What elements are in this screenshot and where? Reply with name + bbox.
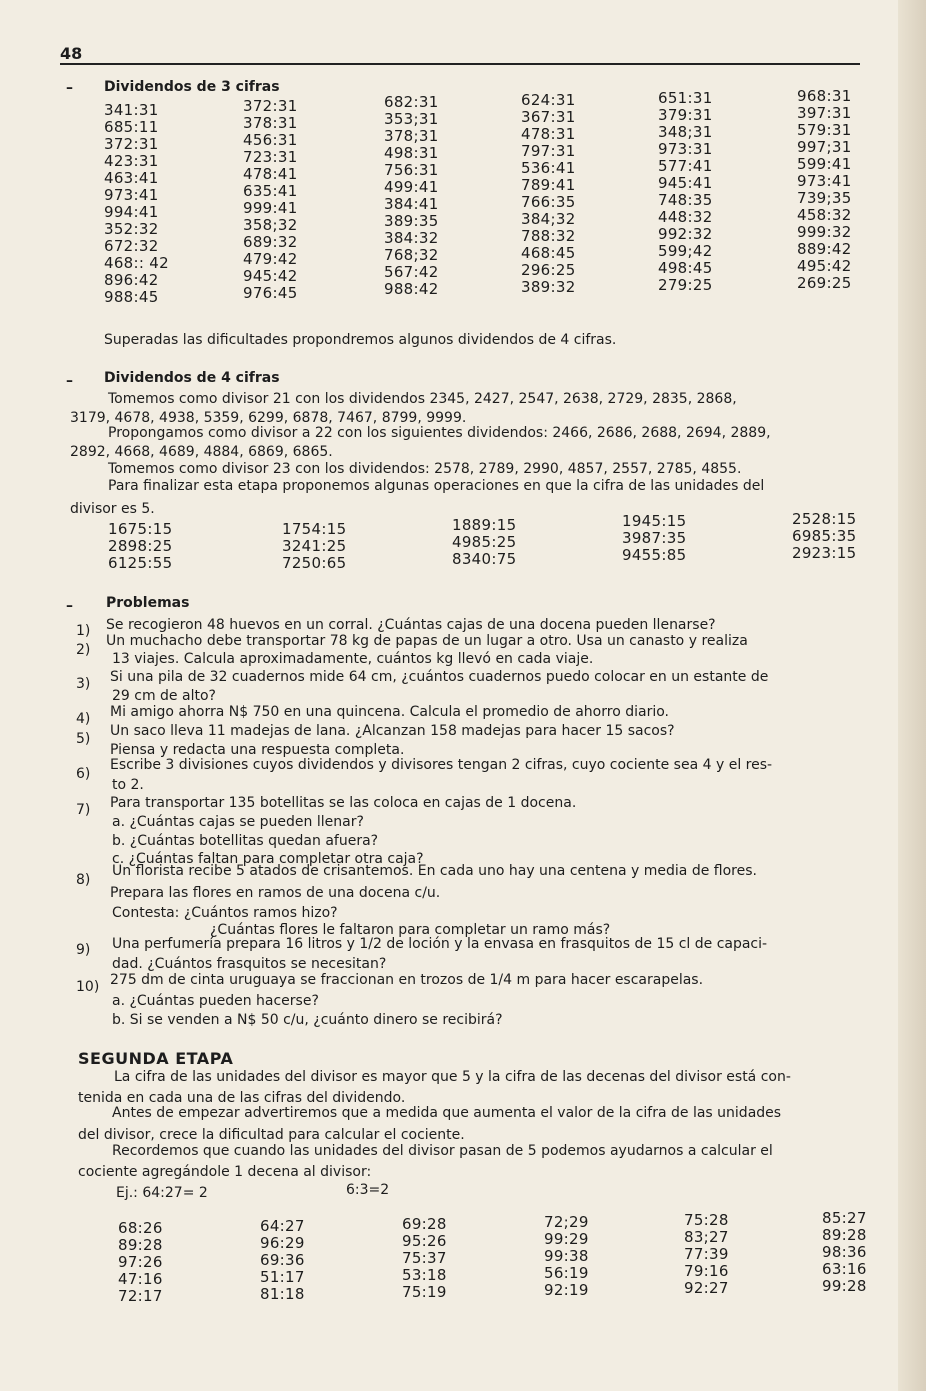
division-item: 797:31	[521, 142, 576, 160]
division-item: 992:32	[658, 225, 713, 243]
division-item: 973:41	[797, 172, 852, 190]
paragraph-line: 3179, 4678, 4938, 5359, 6299, 6878, 7467, 8799, 9999.	[70, 410, 467, 426]
division-item: 98:36	[822, 1243, 867, 1261]
division-item: 997;31	[797, 138, 852, 156]
division-item: 397:31	[797, 104, 852, 122]
paragraph-line: Tomemos como divisor 23 con los dividendos: 2578, 2789, 2990, 4857, 2557, 2785, 4855.	[108, 461, 742, 477]
paragraph-line: La cifra de las unidades del divisor es mayor que 5 y la cifra de las decenas del divisor está con-	[114, 1069, 791, 1085]
division-item: 672:32	[104, 237, 159, 255]
paragraph-line: Antes de empezar advertiremos que a medida que aumenta el valor de la cifra de las unidades	[112, 1105, 782, 1121]
problem-line: Un muchacho debe transportar 78 kg de papas de un lugar a otro. Usa un canasto y realiza	[106, 633, 748, 649]
division-item: 999:32	[797, 223, 852, 241]
division-item: 682:31	[384, 93, 439, 111]
division-item: 789:41	[521, 176, 576, 194]
division-item: 279:25	[658, 276, 713, 294]
problem-number: 10)	[76, 979, 100, 995]
division-item: 358;32	[243, 216, 298, 234]
division-item: 748:35	[658, 191, 713, 209]
problem-line: dad. ¿Cuántos frasquitos se necesitan?	[112, 956, 387, 972]
problem-line: 29 cm de alto?	[112, 688, 216, 704]
division-column	[658, 90, 713, 294]
division-item: 99:38	[544, 1247, 589, 1265]
division-column	[684, 1212, 729, 1297]
page-edge	[898, 0, 926, 1391]
division-item: 269:25	[797, 274, 852, 292]
problem-number: 8)	[76, 872, 91, 888]
division-column	[104, 102, 169, 306]
division-item: 64:27	[260, 1217, 305, 1235]
section-title-4-cifras: Dividendos de 4 cifras	[104, 370, 280, 386]
section-dash: –	[66, 598, 73, 614]
problem-line: Para transportar 135 botellitas se las coloca en cajas de 1 docena.	[110, 795, 577, 811]
division-item: 389:35	[384, 212, 439, 230]
division-item: 478:41	[243, 165, 298, 183]
division-item: 95:26	[402, 1232, 447, 1250]
division-column	[402, 1216, 447, 1301]
division-item: 495:42	[797, 257, 852, 275]
problem-line: b. Si se venden a N$ 50 c/u, ¿cuánto dinero se recibirá?	[112, 1012, 503, 1028]
division-item: 756:31	[384, 161, 439, 179]
division-item: 479:42	[243, 250, 298, 268]
division-item: 89:28	[118, 1236, 163, 1254]
problem-line: Prepara las flores en ramos de una docena c/u.	[110, 885, 441, 901]
division-item: 2528:15	[792, 510, 857, 528]
division-item: 75:19	[402, 1283, 447, 1301]
division-item: 988:45	[104, 288, 159, 306]
division-item: 635:41	[243, 182, 298, 200]
division-item: 499:41	[384, 178, 439, 196]
division-item: 685:11	[104, 118, 159, 136]
division-item: 1945:15	[622, 512, 687, 530]
division-item: 6985:35	[792, 527, 857, 545]
division-column	[108, 521, 172, 572]
division-item: 384:32	[384, 229, 439, 247]
division-item: 72;29	[544, 1213, 589, 1231]
division-column	[260, 1218, 305, 1303]
problem-line: b. ¿Cuántas botellitas quedan afuera?	[112, 833, 379, 849]
paragraph-line: Tomemos como divisor 21 con los dividendos 2345, 2427, 2547, 2638, 2729, 2835, 2868,	[108, 391, 737, 407]
division-item: 47:16	[118, 1270, 163, 1288]
division-column	[822, 1210, 867, 1295]
problem-number: 2)	[76, 642, 91, 658]
division-item: 2898:25	[108, 537, 173, 555]
division-column	[622, 513, 686, 564]
division-column	[792, 511, 856, 562]
problem-line: Mi amigo ahorra N$ 750 en una quincena. Calcula el promedio de ahorro diario.	[110, 704, 669, 720]
problem-number: 1)	[76, 623, 91, 639]
division-item: 68:26	[118, 1219, 163, 1237]
division-item: 889:42	[797, 240, 852, 258]
division-item: 389:32	[521, 278, 576, 296]
division-item: 81:18	[260, 1285, 305, 1303]
problem-number: 4)	[76, 711, 91, 727]
division-item: 367:31	[521, 108, 576, 126]
problem-line: 13 viajes. Calcula aproximadamente, cuántos kg llevó en cada viaje.	[112, 651, 594, 667]
division-column	[521, 92, 576, 296]
division-item: 378:31	[243, 114, 298, 132]
division-item: 896:42	[104, 271, 159, 289]
division-item: 372:31	[104, 135, 159, 153]
problem-line: to 2.	[112, 777, 144, 793]
division-item: 379:31	[658, 106, 713, 124]
division-item: 599;42	[658, 242, 713, 260]
division-item: 498:45	[658, 259, 713, 277]
division-column	[797, 88, 852, 292]
division-item: 498:31	[384, 144, 439, 162]
division-item: 463:41	[104, 169, 159, 187]
division-item: 448:32	[658, 208, 713, 226]
division-item: 69:28	[402, 1215, 447, 1233]
division-item: 651:31	[658, 89, 713, 107]
division-item: 348;31	[658, 123, 713, 141]
division-item: 788:32	[521, 227, 576, 245]
problem-line: Una perfumería prepara 16 litros y 1/2 de loción y la envasa en frasquitos de 15 cl de capaci-	[112, 936, 768, 952]
problem-line: ¿Cuántas flores le faltaron para completar un ramo más?	[210, 922, 611, 938]
division-item: 599:41	[797, 155, 852, 173]
section-note: Superadas las dificultades propondremos algunos dividendos de 4 cifras.	[104, 332, 617, 348]
problem-line: Escribe 3 divisiones cuyos dividendos y divisores tengan 2 cifras, cuyo cociente sea 4 y el res-	[110, 757, 773, 773]
division-item: 75:37	[402, 1249, 447, 1267]
division-item: 458:32	[797, 206, 852, 224]
division-item: 968:31	[797, 87, 852, 105]
division-item: 352:32	[104, 220, 159, 238]
division-item: 973:41	[104, 186, 159, 204]
division-item: 92:27	[684, 1279, 729, 1297]
division-column	[282, 521, 346, 572]
division-item: 3987:35	[622, 529, 687, 547]
division-item: 945:41	[658, 174, 713, 192]
division-item: 976:45	[243, 284, 298, 302]
paragraph-line: Propongamos como divisor a 22 con los siguientes dividendos: 2466, 2686, 2688, 2694, 2889,	[108, 425, 771, 441]
division-item: 99:29	[544, 1230, 589, 1248]
problem-number: 7)	[76, 802, 91, 818]
paragraph-line: del divisor, crece la dificultad para calcular el cociente.	[78, 1127, 465, 1143]
problem-line: c. ¿Cuántas faltan para completar otra caja?	[112, 851, 424, 867]
division-item: 341:31	[104, 101, 159, 119]
problem-line: a. ¿Cuántas pueden hacerse?	[112, 993, 319, 1009]
division-item: 478:31	[521, 125, 576, 143]
paragraph-line: divisor es 5.	[70, 501, 155, 517]
division-item: 577:41	[658, 157, 713, 175]
division-item: 7250:65	[282, 554, 347, 572]
paragraph-line: Para finalizar esta etapa proponemos algunas operaciones en que la cifra de las unidades del	[108, 478, 765, 494]
division-item: 468:45	[521, 244, 576, 262]
division-item: 9455:85	[622, 546, 687, 564]
division-item: 372:31	[243, 97, 298, 115]
division-item: 1675:15	[108, 520, 173, 538]
section-dash: –	[66, 80, 73, 96]
section-title-problemas: Problemas	[106, 595, 190, 611]
division-item: 973:31	[658, 140, 713, 158]
division-item: 97:26	[118, 1253, 163, 1271]
division-item: 75:28	[684, 1211, 729, 1229]
example-left: Ej.: 64:27= 2	[116, 1185, 208, 1201]
division-item: 79:16	[684, 1262, 729, 1280]
division-item: 51:17	[260, 1268, 305, 1286]
division-item: 624:31	[521, 91, 576, 109]
division-item: 384:41	[384, 195, 439, 213]
division-column	[544, 1214, 589, 1299]
division-item: 53:18	[402, 1266, 447, 1284]
problem-line: 275 dm de cinta uruguaya se fraccionan en trozos de 1/4 m para hacer escarapelas.	[110, 972, 704, 988]
division-item: 689:32	[243, 233, 298, 251]
division-item: 99:28	[822, 1277, 867, 1295]
paragraph-line: cociente agregándole 1 decena al divisor:	[78, 1164, 372, 1180]
problem-line: Se recogieron 48 huevos en un corral. ¿Cuántas cajas de una docena pueden llenarse?	[106, 617, 716, 633]
problem-number: 6)	[76, 766, 91, 782]
division-item: 3241:25	[282, 537, 347, 555]
division-item: 536:41	[521, 159, 576, 177]
section-title-segunda-etapa: SEGUNDA ETAPA	[78, 1049, 234, 1068]
division-item: 353;31	[384, 110, 439, 128]
division-item: 999:41	[243, 199, 298, 217]
division-item: 72:17	[118, 1287, 163, 1305]
problem-number: 9)	[76, 942, 91, 958]
header-rule	[60, 63, 860, 65]
page-number: 48	[60, 44, 83, 63]
division-item: 83;27	[684, 1228, 729, 1246]
problem-line: a. ¿Cuántas cajas se pueden llenar?	[112, 814, 364, 830]
division-item: 567:42	[384, 263, 439, 281]
division-item: 63:16	[822, 1260, 867, 1278]
division-column	[384, 94, 439, 298]
division-item: 92:19	[544, 1281, 589, 1299]
section-title-3-cifras: Dividendos de 3 cifras	[104, 79, 280, 95]
example-right: 6:3=2	[346, 1182, 390, 1198]
problem-line: Un saco lleva 11 madejas de lana. ¿Alcanzan 158 madejas para hacer 15 sacos?	[110, 723, 675, 739]
division-item: 579:31	[797, 121, 852, 139]
paragraph-line: 2892, 4668, 4689, 4884, 6869, 6865.	[70, 444, 333, 460]
division-item: 56:19	[544, 1264, 589, 1282]
division-item: 69:36	[260, 1251, 305, 1269]
division-item: 723:31	[243, 148, 298, 166]
division-item: 2923:15	[792, 544, 857, 562]
division-item: 89:28	[822, 1226, 867, 1244]
section-dash: –	[66, 373, 73, 389]
division-item: 96:29	[260, 1234, 305, 1252]
division-item: 8340:75	[452, 550, 517, 568]
problem-line: Un florista recibe 5 atados de crisantemos. En cada uno hay una centena y media de flores.	[112, 863, 757, 879]
division-column	[452, 517, 516, 568]
problem-number: 5)	[76, 731, 91, 747]
division-item: 423:31	[104, 152, 159, 170]
division-item: 4985:25	[452, 533, 517, 551]
division-item: 6125:55	[108, 554, 173, 572]
division-item: 766:35	[521, 193, 576, 211]
division-column	[243, 98, 298, 302]
division-item: 945:42	[243, 267, 298, 285]
division-item: 988:42	[384, 280, 439, 298]
paragraph-line: Recordemos que cuando las unidades del divisor pasan de 5 podemos ayudarnos a calcular el	[112, 1143, 773, 1159]
division-item: 378;31	[384, 127, 439, 145]
division-item: 85:27	[822, 1209, 867, 1227]
division-item: 1889:15	[452, 516, 517, 534]
division-column	[118, 1220, 163, 1305]
paragraph-line: tenida en cada una de las cifras del dividendo.	[78, 1090, 406, 1106]
division-item: 768;32	[384, 246, 439, 264]
problem-line: Contesta: ¿Cuántos ramos hizo?	[112, 905, 338, 921]
problem-line: Si una pila de 32 cuadernos mide 64 cm, ¿cuántos cuadernos puedo colocar en un estante de	[110, 669, 769, 685]
division-item: 77:39	[684, 1245, 729, 1263]
division-item: 739;35	[797, 189, 852, 207]
division-item: 994:41	[104, 203, 159, 221]
division-item: 456:31	[243, 131, 298, 149]
division-item: 1754:15	[282, 520, 347, 538]
division-item: 384;32	[521, 210, 576, 228]
division-item: 468:: 42	[104, 254, 169, 272]
problem-number: 3)	[76, 676, 91, 692]
division-item: 296:25	[521, 261, 576, 279]
problem-line: Piensa y redacta una respuesta completa.	[110, 742, 405, 758]
